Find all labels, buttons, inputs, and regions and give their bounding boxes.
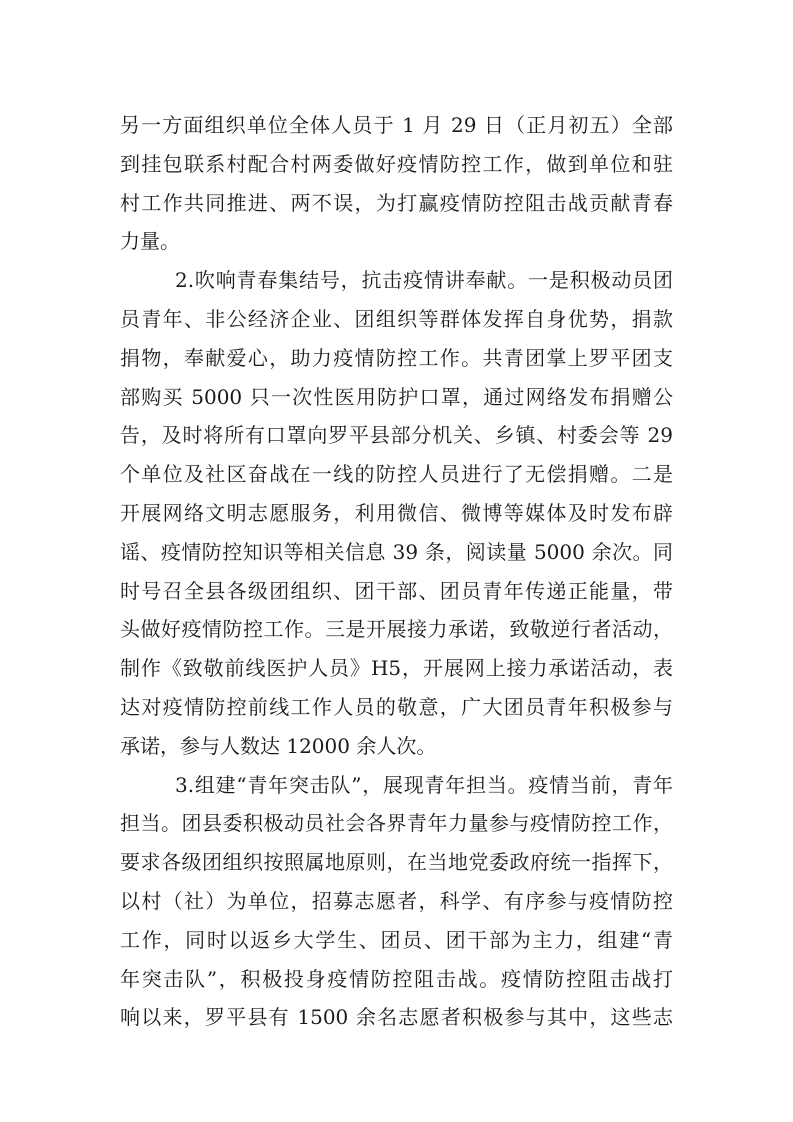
text-line: 达对疫情防控前线工作人员的敬意，广大团员青年积极参与	[120, 694, 673, 719]
document-page	[120, 106, 673, 1037]
text-line: 3.组建“青年突击队”，展现青年担当。疫情当前，青年	[175, 772, 673, 797]
text-line: 谣、疫情防控知识等相关信息 39 条，阅读量 5000 余次。同	[120, 539, 673, 564]
paragraph-1	[120, 106, 673, 261]
text-line: 力量。	[120, 229, 180, 254]
text-line: 村工作共同推进、两不误，为打赢疫情防控阻击战贡献青春	[120, 190, 673, 215]
text-line: 捐物，奉献爱心，助力疫情防控工作。共青团掌上罗平团支	[120, 345, 673, 370]
text-line: 另一方面组织单位全体人员于 1 月 29 日（正月初五）全部	[120, 113, 673, 137]
text-line: 开展网络文明志愿服务，利用微信、微博等媒体及时发布辟	[120, 500, 673, 525]
text-line: 时号召全县各级团组织、团干部、团员青年传递正能量，带	[120, 578, 673, 603]
text-line: 告，及时将所有口罩向罗平县部分机关、乡镇、村委会等 29	[120, 423, 673, 448]
text-line: 响以来，罗平县有 1500 余名志愿者积极参与其中，这些志	[120, 1005, 673, 1030]
text-line: 工作，同时以返乡大学生、团员、团干部为主力，组建“青	[120, 927, 673, 952]
text-line: 员青年、非公经济企业、团组织等群体发挥自身优势，捐款	[120, 306, 673, 331]
text-line: 部购买 5000 只一次性医用防护口罩，通过网络发布捐赠公	[120, 384, 673, 409]
text-line: 个单位及社区奋战在一线的防控人员进行了无偿捐赠。二是	[120, 462, 673, 487]
paragraph-2	[120, 261, 673, 765]
paragraph-3	[120, 766, 673, 1038]
text-line: 2.吹响青春集结号，抗击疫情讲奉献。一是积极动员团	[175, 268, 673, 293]
text-line: 到挂包联系村配合村两委做好疫情防控工作，做到单位和驻	[120, 151, 673, 176]
text-line: 以村（社）为单位，招募志愿者，科学、有序参与疫情防控	[120, 888, 673, 913]
text-line: 头做好疫情防控工作。三是开展接力承诺，致敬逆行者活动，	[120, 617, 673, 642]
text-line: 年突击队”，积极投身疫情防控阻击战。疫情防控阻击战打	[120, 966, 673, 991]
text-line: 要求各级团组织按照属地原则，在当地党委政府统一指挥下，	[120, 850, 673, 875]
text-line: 担当。团县委积极动员社会各界青年力量参与疫情防控工作，	[120, 811, 673, 836]
text-line: 承诺，参与人数达 12000 余人次。	[120, 733, 437, 758]
text-line: 制作《致敬前线医护人员》H5，开展网上接力承诺活动，表	[120, 656, 673, 681]
